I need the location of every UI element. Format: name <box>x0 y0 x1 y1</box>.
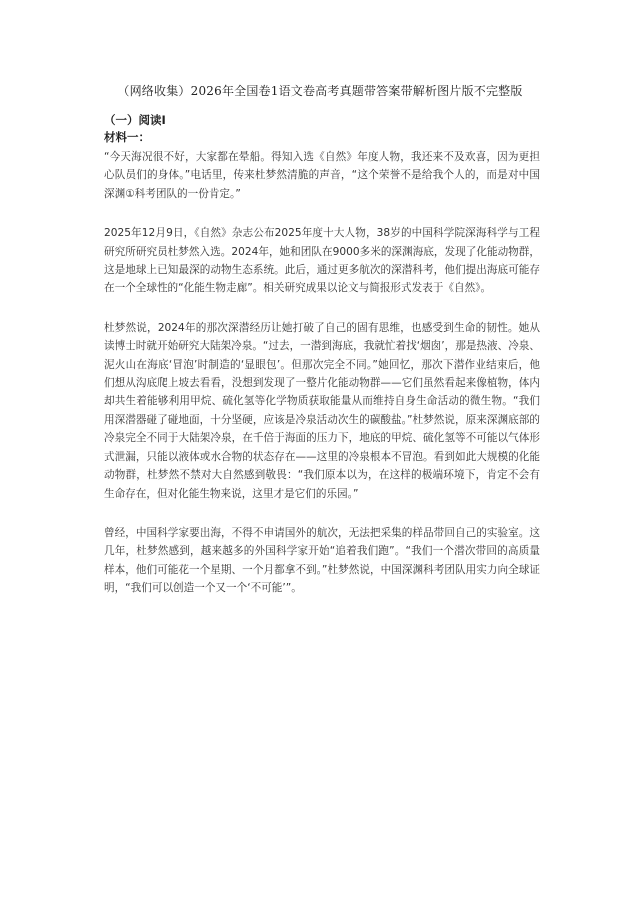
paragraph-4: 曾经，中国科学家要出海，不得不申请国外的航次，无法把采集的样品带回自己的实验室。这几年，杜梦然感到，越来越多的外国科学家开始“追着我们跑”。“我们一个潜次带回的高质量样本，他们可能花一个星期、一个月都拿不到。”杜梦然说，中国深渊科考团队用实力向全球证明，“我们可以创造一个又一个‘不可能’”。 <box>104 526 540 595</box>
paragraph-3: 杜梦然说，2024年的那次深潜经历让她打破了自己的固有思维，也感受到生命的韧性。她从读博士时就开始研究大陆架冷泉。“过去，一潜到海底，我就忙着找‘烟囱’，那是热液、冷泉、泥火山在海底‘冒泡’时制造的‘显眼包’。但那次完全不同。”她回忆，那次下潜作业结束后，他们想从沟底爬上坡去看看，没想到发现了一整片化能动物群——它们虽然看起来像植物，体内却共生着能够利用甲烷、硫化氢等化学物质获取能量从而维持自身生命活动的微生物。“我们用深潜器碰了碰地面，十分坚硬，应该是冷泉活动次生的碳酸盐。”杜梦然说，原来深渊底部的冷泉完全不同于大陆架冷泉，在千倍于海面的压力下，地底的甲烷、硫化氢等不可能以气体形式泄漏，只能以液体或水合物的状态存在——这里的冷泉根本不冒泡。看到如此大规模的化能动物群，杜梦然不禁对大自然感到敬畏：“我们原本以为，在这样的极端环境下，肯定不会有生命存在，但对化能生物来说，这里才是它们的乐园。” <box>104 321 540 500</box>
section-heading: （一）阅读Ⅰ <box>104 113 166 127</box>
paragraph-2: 2025年12月9日，《自然》杂志公布2025年度十大人物，38岁的中国科学院深海科学与工程研究所研究员杜梦然入选。2024年，她和团队在9000多米的深渊海底，发现了化能动物群，这是地球上已知最深的动物生态系统。此后，通过更多航次的深潜科考，他们提出海底可能存在一个全球性的“化能生物走廊”。相关研究成果以论文与简报形式发表于《自然》。 <box>104 227 540 295</box>
page-title: （网络收集）2026年全国卷1语文卷高考真题带答案带解析图片版不完整版 <box>117 84 523 98</box>
article-body <box>104 112 540 598</box>
material-label: 材料一： <box>104 130 150 144</box>
paragraph-1: “今天海况很不好，大家都在晕船。得知入选《自然》年度人物，我还来不及欢喜，因为更担心队员们的身体。”电话里，传来杜梦然清脆的声音，“这个荣誉不是给我个人的，而是对中国深渊①科考团队的一份肯定。” <box>104 151 540 200</box>
